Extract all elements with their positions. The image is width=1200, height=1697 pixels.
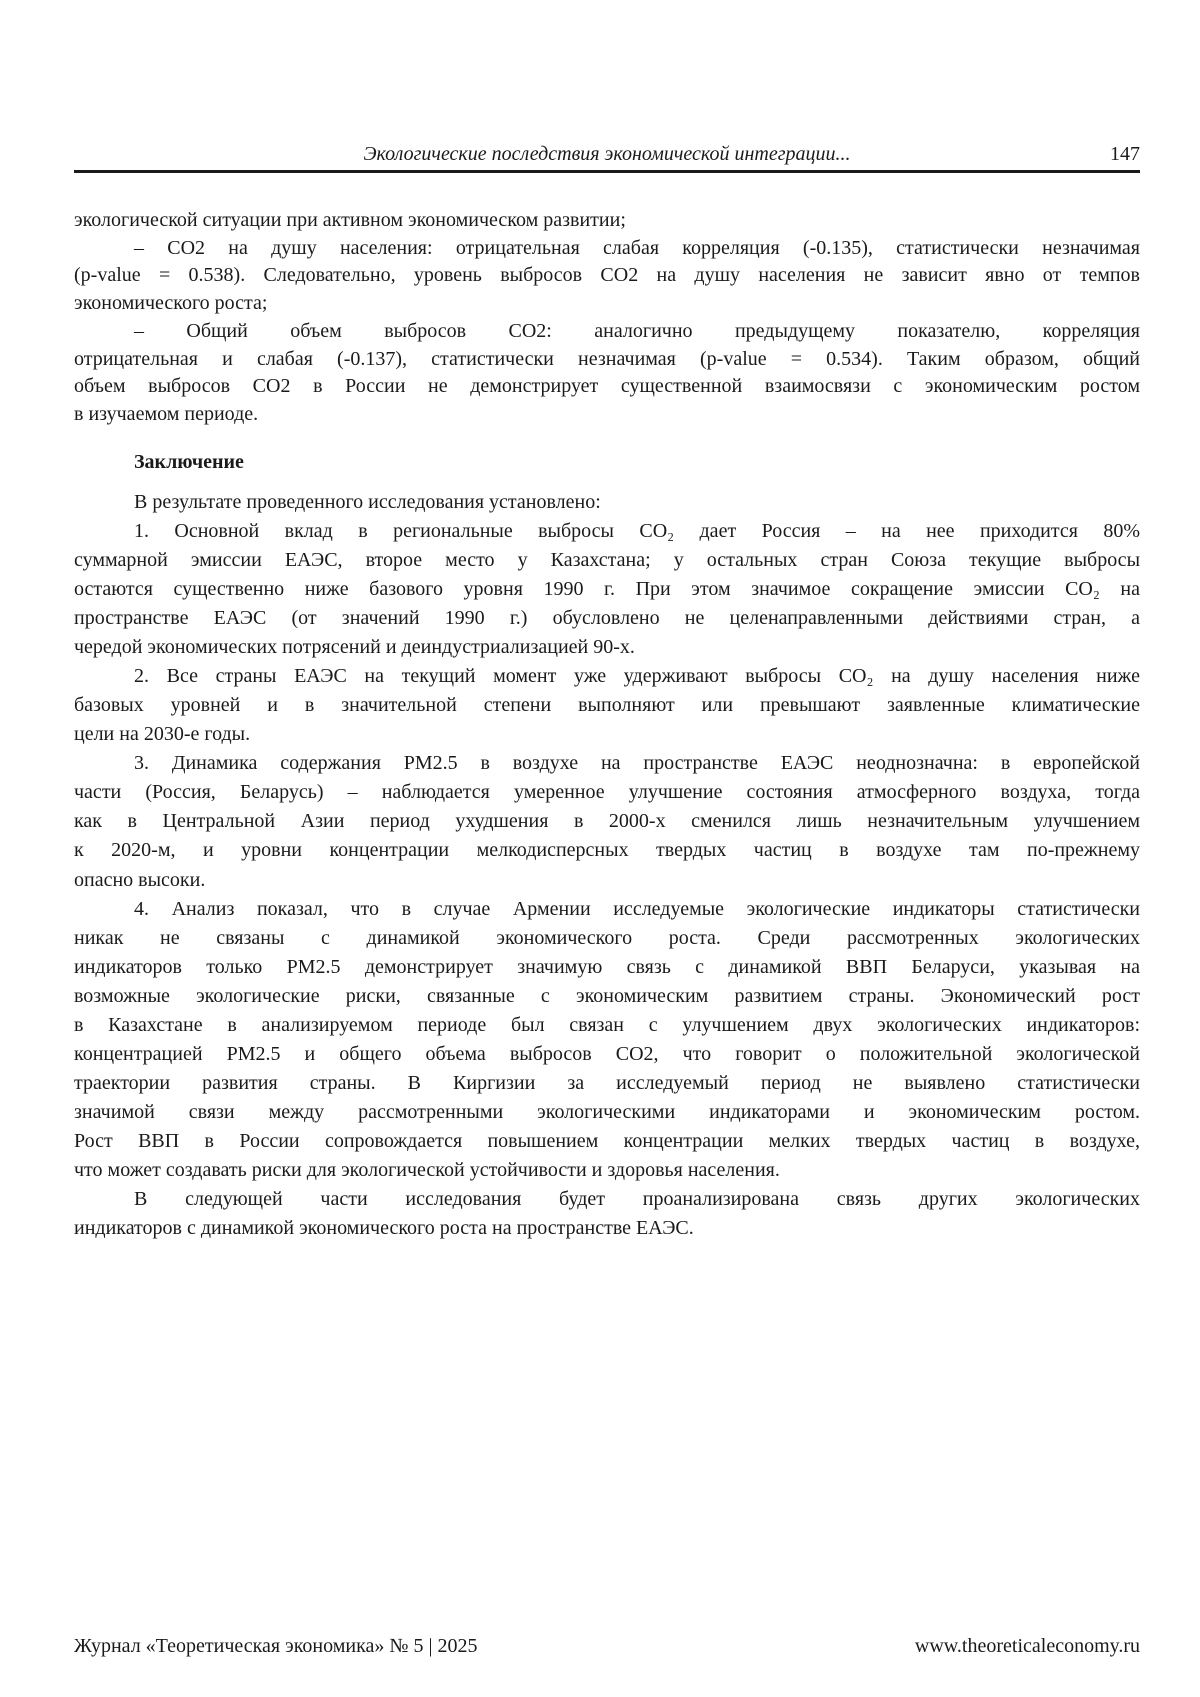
text-line: в изучаемом периоде.	[74, 402, 1140, 426]
text-line: значимой связи между рассмотренными экологическими индикаторами и экономическим ростом.	[74, 1100, 1140, 1124]
text-line: к 2020-м, и уровни концентрации мелкодисперсных твердых частиц в воздухе там по-прежнему	[74, 838, 1140, 862]
text-line: 3. Динамика содержания PM2.5 в воздухе на пространстве ЕАЭС неоднозначна: в европейской	[134, 751, 1140, 775]
text-line: – CO2 на душу населения: отрицательная слабая корреляция (-0.135), статистически незначимая	[134, 236, 1140, 260]
text-line: остаются существенно ниже базового уровня 1990 г. При этом значимое сокращение эмиссии CO₂ на	[74, 577, 1140, 601]
text-line: что может создавать риски для экологической устойчивости и здоровья населения.	[74, 1158, 1140, 1182]
text-line: индикаторов только PM2.5 демонстрирует значимую связь с динамикой ВВП Беларуси, указывая на	[74, 955, 1140, 979]
text-line: траектории развития страны. В Киргизии за исследуемый период не выявлено статистически	[74, 1071, 1140, 1095]
text-line: части (Россия, Беларусь) – наблюдается умеренное улучшение состояния атмосферного воздуха, тогда	[74, 780, 1140, 804]
text-line: базовых уровней и в значительной степени выполняют или превышают заявленные климатические	[74, 693, 1140, 717]
text-line: 1. Основной вклад в региональные выбросы CO₂ дает Россия – на нее приходится 80%	[134, 519, 1140, 543]
text-line: концентрацией PM2.5 и общего объема выбросов CO2, что говорит о положительной экологической	[74, 1042, 1140, 1066]
text-line: возможные экологические риски, связанные с экономическим развитием страны. Экономический рост	[74, 984, 1140, 1008]
text-line: В результате проведенного исследования установлено:	[134, 490, 1140, 514]
header-rule	[74, 170, 1140, 173]
text-line: как в Центральной Азии период ухудшения в 2000-х сменился лишь незначительным улучшением	[74, 809, 1140, 833]
running-title: Экологические последствия экономической интеграции...	[74, 143, 1140, 166]
text-line: индикаторов с динамикой экономического роста на пространстве ЕАЭС.	[74, 1216, 1140, 1240]
text-line: экологической ситуации при активном экономическом развитии;	[74, 208, 1140, 232]
text-line: 4. Анализ показал, что в случае Армении исследуемые экологические индикаторы статистически	[134, 897, 1140, 921]
text-line: экономического роста;	[74, 291, 1140, 315]
text-line: пространстве ЕАЭС (от значений 1990 г.) обусловлено не целенаправленными действиями стран, а	[74, 606, 1140, 630]
text-line: В следующей части исследования будет проанализирована связь других экологических	[134, 1187, 1140, 1211]
text-line: в Казахстане в анализируемом периоде был связан с улучшением двух экологических индикаторов:	[74, 1013, 1140, 1037]
footer-website[interactable]: www.theoreticaleconomy.ru	[915, 1635, 1140, 1658]
text-line: чередой экономических потрясений и деиндустриализацией 90-х.	[74, 635, 1140, 659]
text-line: объем выбросов CO2 в России не демонстрирует существенной взаимосвязи с экономическим ростом	[74, 374, 1140, 398]
text-line: 2. Все страны ЕАЭС на текущий момент уже удерживают выбросы CO₂ на душу населения ниже	[134, 664, 1140, 688]
text-line: – Общий объем выбросов CO2: аналогично предыдущему показателю, корреляция	[134, 319, 1140, 343]
text-line: суммарной эмиссии ЕАЭС, второе место у Казахстана; у остальных стран Союза текущие выбросы	[74, 548, 1140, 572]
text-line: Рост ВВП в России сопровождается повышением концентрации мелких твердых частиц в воздухе,	[74, 1129, 1140, 1153]
text-line: опасно высоки.	[74, 868, 1140, 892]
text-line: (p-value = 0.538). Следовательно, уровень выбросов CO2 на душу населения не зависит явно от темпов	[74, 263, 1140, 287]
text-line: цели на 2030-е годы.	[74, 722, 1140, 746]
section-heading: Заключение	[134, 450, 1140, 474]
footer-journal: Журнал «Теоретическая экономика» № 5 | 2025	[74, 1635, 477, 1658]
running-header	[74, 143, 1140, 169]
page-number: 147	[1110, 143, 1140, 166]
text-line: отрицательная и слабая (-0.137), статистически незначимая (p-value = 0.534). Таким образом, общий	[74, 347, 1140, 371]
text-line: никак не связаны с динамикой экономического роста. Среди рассмотренных экологических	[74, 926, 1140, 950]
